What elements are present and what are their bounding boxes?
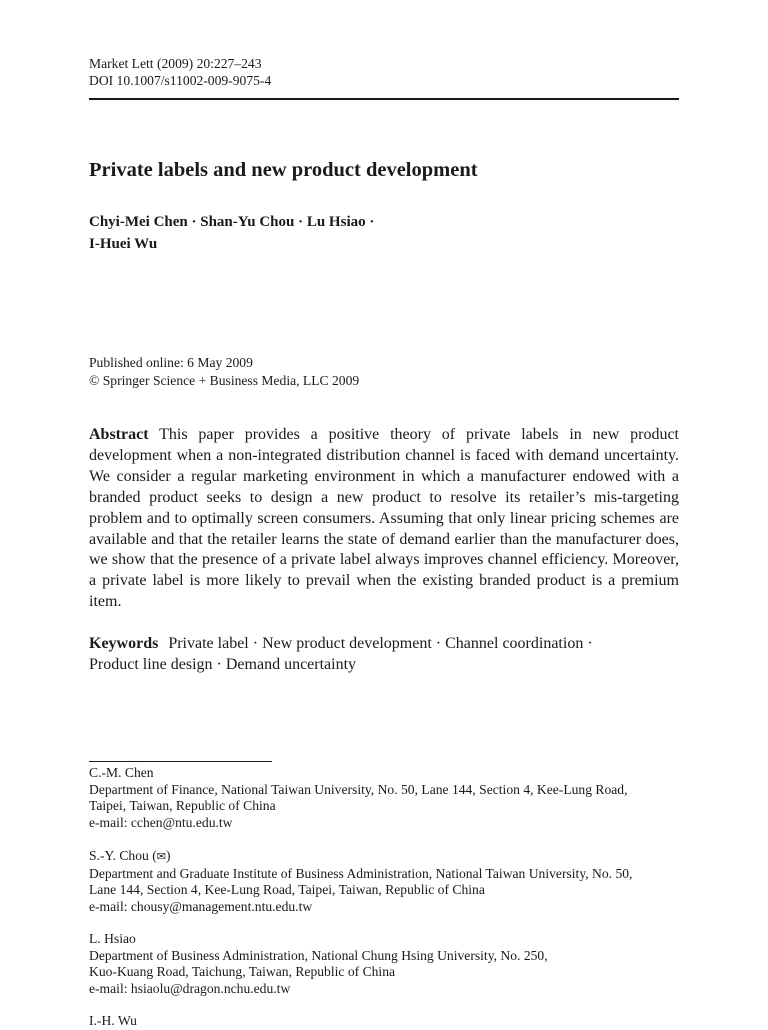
keywords-line-1: Private label · New product development · Channel coordination ·: [168, 635, 593, 652]
affiliation-dept: Department of Finance, National Taiwan University, No. 50, Lane 144, Section 4, Kee-Lung Road,: [89, 781, 628, 797]
abstract: [89, 425, 679, 613]
affiliation-name: I.-H. Wu: [89, 1013, 137, 1028]
affiliation-name: C.-M. Chen: [89, 765, 154, 780]
paper-title: Private labels and new product development: [89, 159, 478, 181]
author-list: [89, 211, 374, 255]
affiliation-name: L. Hsiao: [89, 931, 136, 946]
keywords-line-2: Product line design · Demand uncertainty: [89, 656, 357, 673]
abstract-label: Abstract: [89, 426, 149, 443]
doi: DOI 10.1007/s11002-009-9075-4: [89, 73, 272, 88]
affiliation-wu: [89, 1013, 137, 1030]
journal-citation: Market Lett (2009) 20:227–243: [89, 56, 262, 71]
affiliation-email: e-mail: hsiaolu@dragon.nchu.edu.tw: [89, 980, 291, 996]
authors-line-1: Chyi-Mei Chen · Shan-Yu Chou · Lu Hsiao ·: [89, 214, 375, 230]
copyright: © Springer Science + Business Media, LLC 2009: [89, 372, 360, 388]
affiliation-email: e-mail: cchen@ntu.edu.tw: [89, 814, 233, 830]
affiliation-dept: Kuo-Kuang Road, Taichung, Taiwan, Republic of China: [89, 964, 396, 979]
footnote-rule: [89, 761, 272, 762]
affiliation-dept: Department of Business Administration, National Chung Hsing University, No. 250,: [89, 947, 548, 963]
published-date: Published online: 6 May 2009: [89, 355, 253, 370]
keywords-label: Keywords: [89, 635, 159, 652]
affiliation-chou: [89, 848, 632, 915]
publication-info: [89, 354, 359, 389]
affiliation-hsiao: [89, 931, 548, 997]
keywords: [89, 633, 679, 675]
paper-page: [89, 0, 679, 1028]
abstract-text: This paper provides a positive theory of private labels in new product development when a non-integrated distribution channel is faced with demand uncertainty. We consider a regular marketing environment in which a manufacturer endowed with a branded product seeks to design a new product to resolve its retailer’s mis-targeting problem and to optimally screen consumers. Assuming that only linear pricing schemes are available and that the retailer learns the state of demand earlier than the manufacturer does, we show that the presence of a private label always improves channel efficiency. Moreover, a private label is more likely to prevail when the existing branded product is a premium item.: [89, 426, 679, 611]
affiliation-dept: Lane 144, Section 4, Kee-Lung Road, Taipei, Taiwan, Republic of China: [89, 882, 485, 897]
header-rule: [89, 98, 679, 100]
journal-header: [89, 55, 271, 89]
affiliation-dept: Department and Graduate Institute of Business Administration, National Taiwan University, No. 50,: [89, 865, 633, 881]
authors-line-2: I-Huei Wu: [89, 236, 158, 252]
envelope-icon: ✉: [156, 850, 166, 863]
affiliation-email: e-mail: chousy@management.ntu.edu.tw: [89, 898, 313, 914]
affiliation-chen: [89, 765, 628, 831]
affiliation-dept: Taipei, Taiwan, Republic of China: [89, 798, 276, 813]
affiliation-name: S.-Y. Chou (✉): [89, 848, 171, 863]
